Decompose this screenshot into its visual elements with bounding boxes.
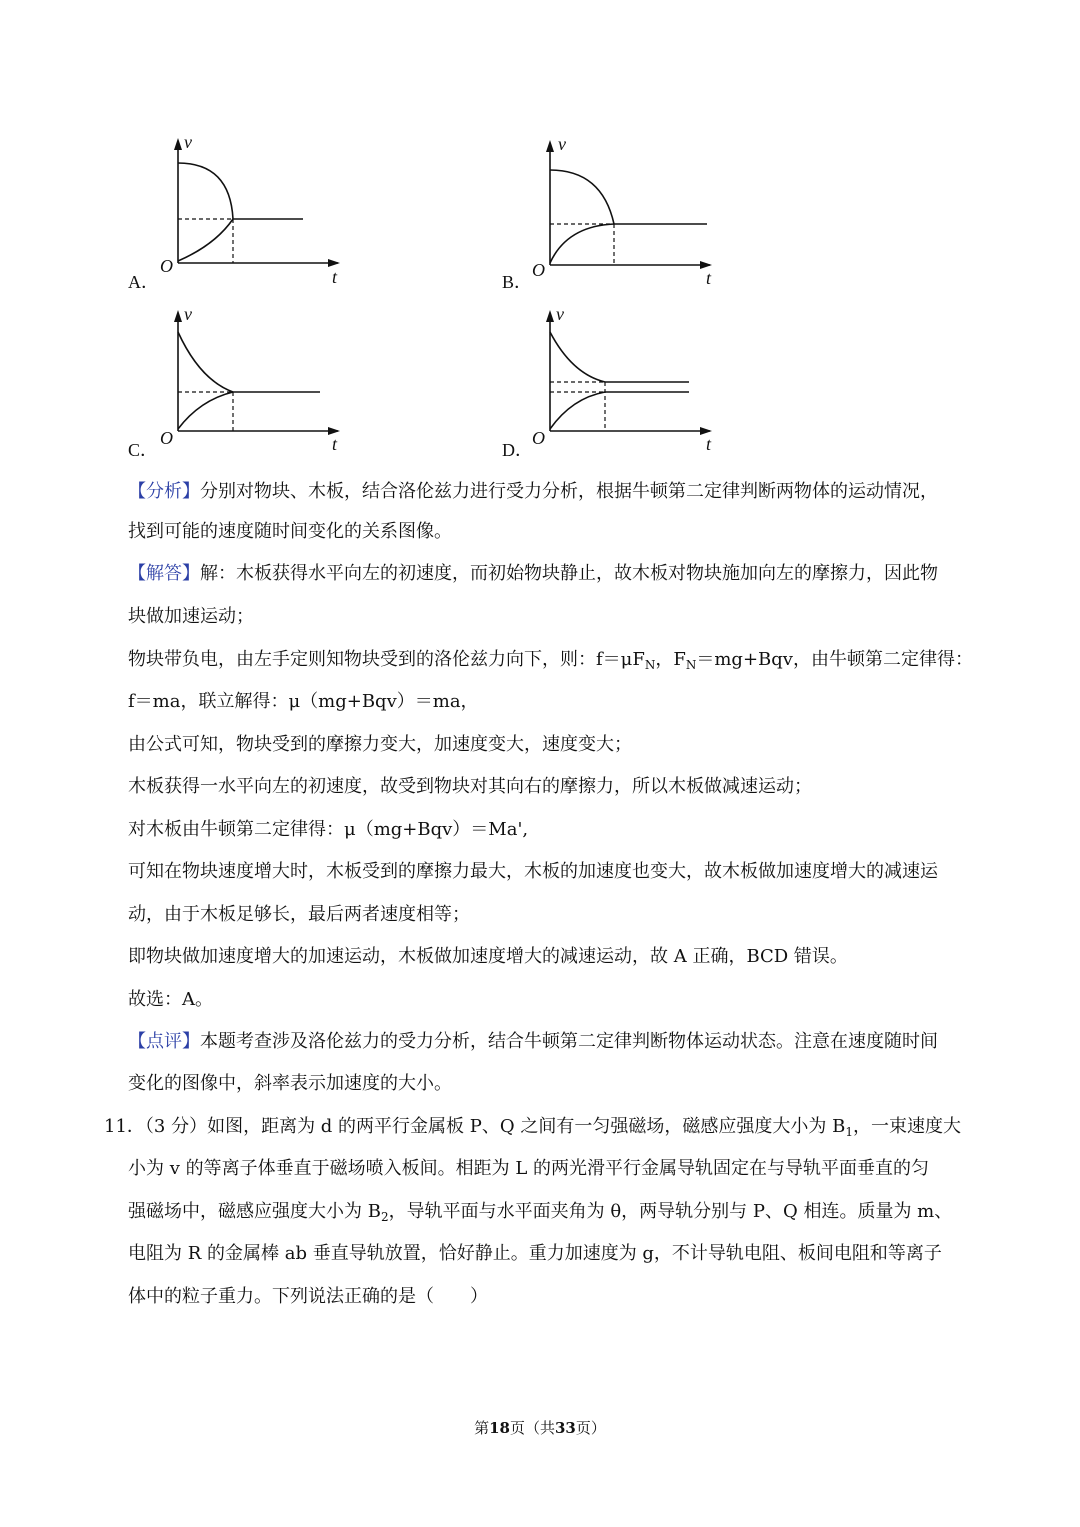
board-curve — [550, 170, 614, 224]
graph-c — [150, 300, 350, 460]
answer-line-8: 可知在物块速度增大时，木板受到的摩擦力最大，木板的加速度也变大，故木板做加速度增大的减速运 — [128, 861, 938, 882]
answer-line-9: 动，由于木板足够长，最后两者速度相等； — [128, 904, 470, 925]
origin-label: O — [160, 256, 173, 276]
review-line-1: 【点评】本题考查涉及洛伦兹力的受力分析，结合牛顿第二定律判断物体运动状态。注意在速度随时间 — [128, 1031, 938, 1052]
graph-d — [522, 300, 722, 460]
v-label: v — [558, 134, 566, 154]
option-b-label: B． — [502, 272, 533, 292]
answer-line-5: 由公式可知，物块受到的摩擦力变大，加速度变大，速度变大； — [128, 734, 632, 755]
answer-line-3: 物块带负电，由左手定则知物块受到的洛伦兹力向下，则：$f=\mu F_N$，$F_N=mg+Bqv$，由牛顿第二定律得： — [128, 649, 973, 672]
question-11-line-1: 11．（3 分）如图，距离为 d 的两平行金属板 P、Q 之间有一匀强磁场，磁感应强度大小为 $B_1$，一束速度大 — [104, 1116, 961, 1139]
v-axis-arrow — [174, 310, 182, 322]
board-curve — [178, 332, 233, 392]
option-a-label: A． — [128, 272, 159, 292]
option-d-label: D． — [502, 440, 533, 460]
t-label: t — [706, 434, 712, 454]
review-line-2: 变化的图像中，斜率表示加速度的大小。 — [128, 1073, 452, 1094]
board-curve — [550, 332, 605, 382]
question-11-line-5: 体中的粒子重力。下列说法正确的是（ ） — [128, 1286, 488, 1307]
question-11-line-3: 强磁场中，磁感应强度大小为 $B_2$，导轨平面与水平面夹角为 θ，两导轨分别与 P、Q 相连。质量为 m、 — [128, 1201, 953, 1224]
answer-tag: 【解答】 — [128, 563, 200, 584]
total-pages: 33 — [555, 1419, 576, 1437]
answer-line-10: 即物块做加速度增大的加速运动，木板做加速度增大的减速运动，故 A 正确，BCD 错误。 — [128, 946, 848, 967]
origin-label: O — [532, 428, 545, 448]
v-label: v — [184, 132, 192, 152]
page-number: 18 — [489, 1419, 510, 1437]
answer-line-6: 木板获得一水平向左的初速度，故受到物块对其向右的摩擦力，所以木板做减速运动； — [128, 776, 812, 797]
analysis-tag: 【分析】 — [128, 481, 200, 502]
v-axis-arrow — [546, 310, 554, 322]
t-label: t — [332, 434, 338, 454]
analysis-line-2: 找到可能的速度随时间变化的关系图像。 — [128, 521, 452, 542]
review-tag: 【点评】 — [128, 1031, 200, 1052]
t-label: t — [706, 268, 712, 288]
answer-line-4: f＝ma，联立解得：μ（mg+Bqv）＝ma， — [128, 691, 479, 712]
origin-label: O — [160, 428, 173, 448]
graph-a — [150, 130, 350, 290]
v-axis-arrow — [546, 140, 554, 152]
option-c-label: C． — [128, 440, 159, 460]
page-footer: 第18页（共33页） — [474, 1419, 606, 1437]
block-curve — [550, 392, 605, 429]
answer-line-1: 【解答】解：木板获得水平向左的初速度，而初始物块静止，故木板对物块施加向左的摩擦力，因此物 — [128, 563, 938, 584]
answer-line-11: 故选：A。 — [128, 989, 213, 1010]
board-curve — [178, 163, 233, 219]
v-axis-arrow — [174, 138, 182, 150]
block-curve — [178, 219, 233, 261]
block-curve — [178, 392, 233, 429]
block-curve — [550, 224, 614, 263]
origin-label: O — [532, 260, 545, 280]
question-11-line-4: 电阻为 R 的金属棒 ab 垂直导轨放置，恰好静止。重力加速度为 g，不计导轨电阻、板间电阻和等离子 — [128, 1243, 942, 1264]
graph-b — [522, 130, 722, 290]
t-axis-arrow — [328, 259, 340, 267]
t-label: t — [332, 267, 338, 287]
v-label: v — [184, 304, 192, 324]
answer-line-2: 块做加速运动； — [128, 606, 254, 627]
answer-line-7: 对木板由牛顿第二定律得：μ（mg+Bqv）＝Ma', — [128, 819, 529, 840]
analysis-line-1: 【分析】分别对物块、木板，结合洛伦兹力进行受力分析，根据牛顿第二定律判断两物体的运动情况， — [128, 481, 938, 502]
question-11-line-2: 小为 v 的等离子体垂直于磁场喷入板间。相距为 L 的两光滑平行金属导轨固定在与导轨平面垂直的匀 — [128, 1158, 930, 1179]
v-label: v — [556, 304, 564, 324]
